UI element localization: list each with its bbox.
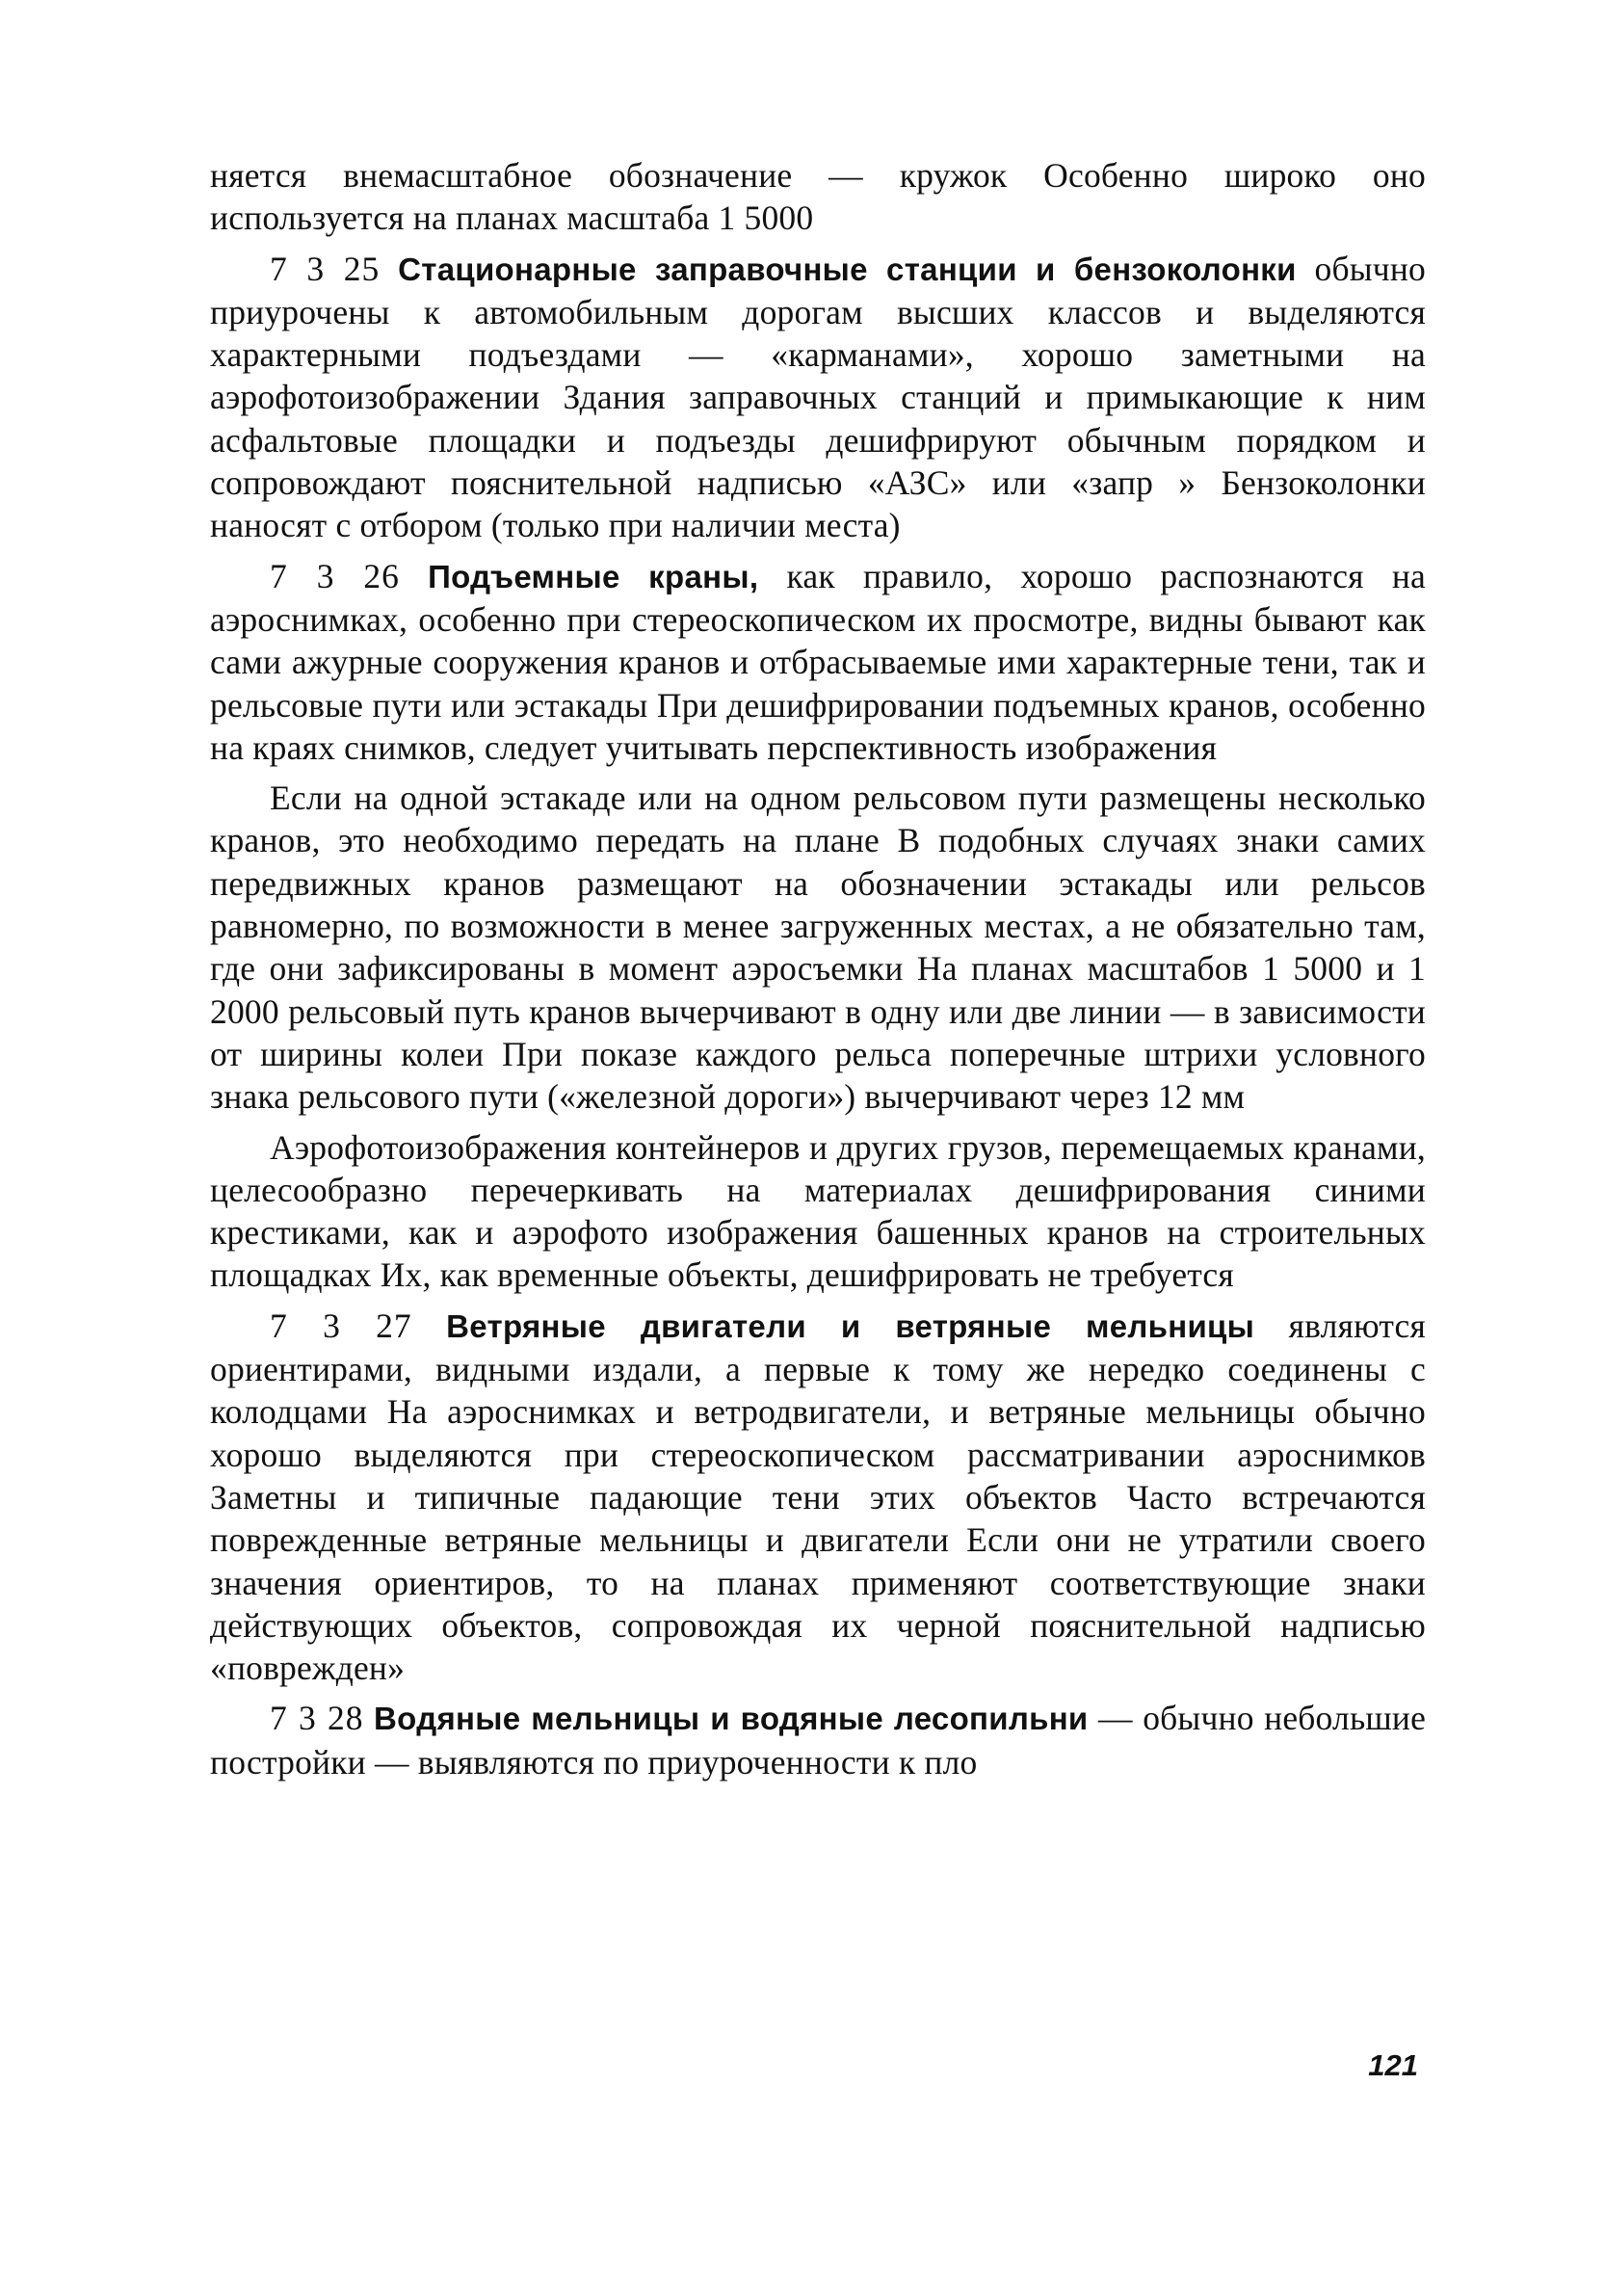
paragraph-7-3-26 — [210, 555, 1426, 769]
body-text — [210, 154, 1426, 1783]
section-heading: Подъемные краны, — [428, 558, 759, 594]
section-heading: Ветряные двигатели и ветряные мельницы — [446, 1307, 1255, 1344]
section-heading: Водяные мельницы и водяные лесопильни — [374, 1701, 1089, 1737]
paragraph-text: — обычно небольшие постройки — выявляются по приуроченности к пло — [210, 1699, 1427, 1781]
section-number: 7 3 25 — [270, 249, 381, 288]
paragraph-text: Аэрофотоизображения контейнеров и других грузов, перемещаемых кранами, целесообразно перечеркивать на материалах дешифрирования синими крестиками, как и аэрофото изображения башенных кранов на строительных площадках Их, как временные объекты, дешифрировать не требуется — [210, 1127, 1426, 1295]
paragraph-text: няется внемасштабное обозначение — кружок Особенно широко оно используется на планах масштаба 1 5000 — [210, 156, 1426, 238]
section-number: 7 3 26 — [270, 556, 400, 595]
paragraph-continuation — [210, 154, 1426, 240]
paragraph-cranes-placement — [210, 777, 1426, 1118]
paragraph-text: являются ориентирами, видными издали, а первые к тому же нередко соединены с колодцами На аэроснимках и ветродвигатели, и ветряные мельницы обычно хорошо выделяются при стереоскопическом рассматривании аэроснимков Заметны и типичные падающие тени этих объектов Часто встречаются поврежденные ветряные мельницы и двигатели Если они не утратили своего значения ориентиров, то на планах применяют соответствующие знаки действующих объектов, сопровождая их черной пояснительной надписью «поврежден» — [210, 1306, 1427, 1688]
paragraph-text: Если на одной эстакаде или на одном рельсовом пути размещены несколько кранов, это необходимо передать на плане В подобных случаях знаки самих передвижных кранов размещают на обозначении эстакады или рельсов равномерно, по возможности в менее загруженных местах, а не обязательно там, где они зафиксированы в момент аэросъемки На планах масштабов 1 5000 и 1 2000 рельсовый путь кранов вычерчивают в одну или две линии — в зависимости от ширины колеи При показе каждого рельса поперечные штрихи условного знака рельсового пути («железной дороги») вычерчивают через 12 мм — [210, 779, 1426, 1117]
page-number: 121 — [1368, 2048, 1418, 2082]
section-number: 7 3 28 — [270, 1699, 364, 1738]
paragraph-containers — [210, 1126, 1426, 1297]
paragraph-text: обычно приурочены к автомобильным дорогам высших классов и выделяются характерными подъездами — «карманами», хорошо заметными на аэрофотоизображении Здания заправочных станций и примыкающие к ним асфальтовые площадки и подъезды дешифрируют обычным порядком и сопровождают пояснительной надписью «АЗС» или «запр » Бензоколонки наносят с отбором (только при наличии места) — [210, 249, 1427, 545]
paragraph-7-3-28 — [210, 1697, 1426, 1783]
paragraph-7-3-25 — [210, 248, 1426, 547]
section-heading: Стационарные заправочные станции и бензоколонки — [398, 251, 1297, 287]
paragraph-text: как правило, хорошо распознаются на аэроснимках, особенно при стереоскопическом их просмотре, видны бывают как сами ажурные сооружения кранов и отбрасываемые ими характерные тени, так и рельсовые пути или эстакады При дешифрировании подъемных кранов, особенно на краях снимков, следует учитывать перспективность изображения — [210, 556, 1427, 767]
section-number: 7 3 27 — [270, 1306, 412, 1345]
paragraph-7-3-27 — [210, 1305, 1426, 1690]
